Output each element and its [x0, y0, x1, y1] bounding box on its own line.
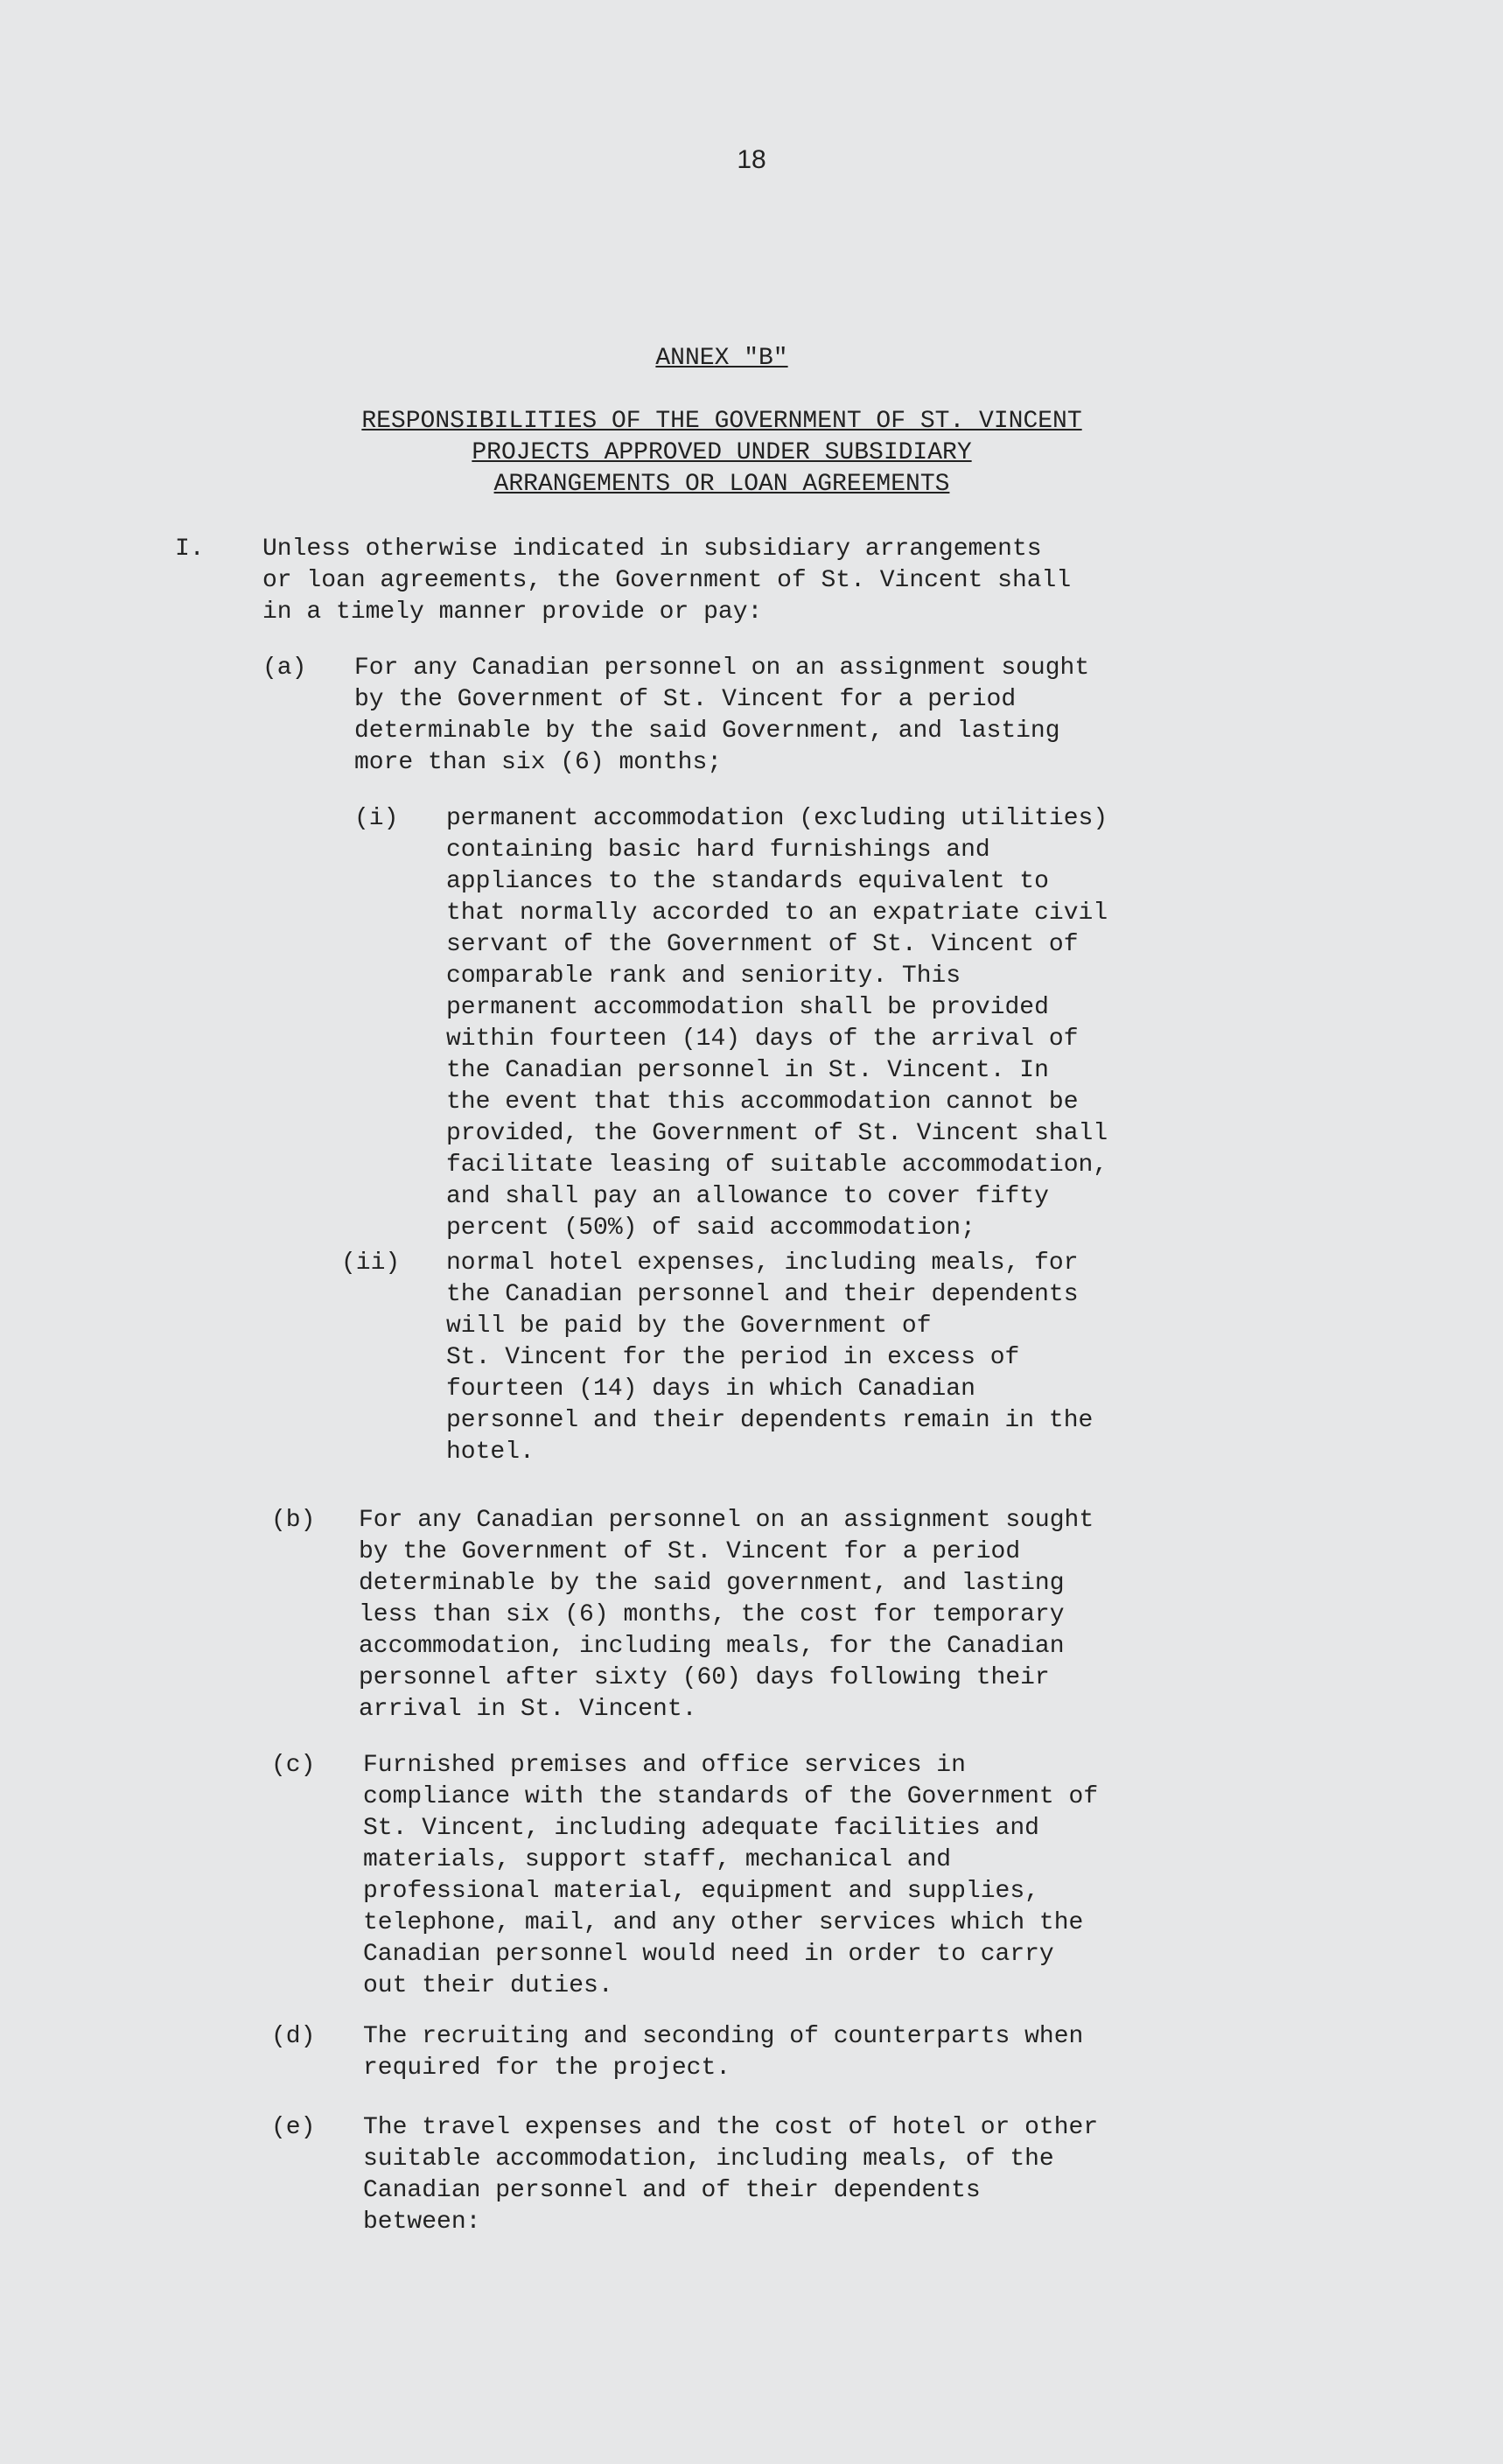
- clause-marker: (b): [271, 1507, 316, 1534]
- subclause-text: normal hotel expenses, including meals, for the Canadian personnel and their dependents will be paid by the Government of St. Vincent for the period in excess of fourteen (14) days in which Canadian personnel and their dependents remain in the hotel.: [446, 1250, 1094, 1466]
- annex-title: ANNEX "B": [655, 345, 788, 372]
- subclause-text: permanent accommodation (excluding utilities) containing basic hard furnishings and appliances to the standards equivalent to that normally accorded to an expatriate civil servant of the Government of St. Vincent of comparable rank and seniority. This permanent accommodation shall be provided within fourteen (14) days of the arrival of the Canadian personnel in St. Vincent. In the event that this accommodation cannot be provided, the Government of St. Vincent shall facilitate leasing of suitable accommodation, and shall pay an allowance to cover fifty percent (50%) of said accommodation;: [446, 805, 1108, 1242]
- subclause-marker: (i): [354, 805, 399, 832]
- clause-marker: (c): [271, 1752, 316, 1779]
- page-number: 18: [737, 145, 766, 174]
- clause-marker: (e): [271, 2114, 316, 2141]
- clause-text: For any Canadian personnel on an assignment sought by the Government of St. Vincent for a period determinable by the said government, and lasting less than six (6) months, the cost for temporary accommodation, including meals, for the Canadian personnel after sixty (60) days following their arrival in St. Vincent.: [359, 1507, 1094, 1723]
- heading-line-1: RESPONSIBILITIES OF THE GOVERNMENT OF ST. VINCENT: [361, 408, 1082, 435]
- clause-marker: (a): [262, 654, 307, 682]
- section-marker: I.: [175, 536, 205, 563]
- heading-line-2: PROJECTS APPROVED UNDER SUBSIDIARY: [472, 439, 972, 466]
- heading-block: [219, 343, 1225, 500]
- clause-marker: (d): [271, 2023, 316, 2050]
- section-text: Unless otherwise indicated in subsidiary arrangements or loan agreements, the Government of St. Vincent shall in a timely manner provide or pay:: [262, 536, 1072, 626]
- clause-text: For any Canadian personnel on an assignment sought by the Government of St. Vincent for a period determinable by the said Government, and lasting more than six (6) months;: [354, 654, 1090, 776]
- clause-text: The travel expenses and the cost of hotel or other suitable accommodation, including meals, of the Canadian personnel and of their dependents between:: [363, 2114, 1099, 2236]
- clause-text: Furnished premises and office services in compliance with the standards of the Government of St. Vincent, including adequate facilities and materials, support staff, mechanical and professional material, equipment and supplies, telephone, mail, and any other services which the Canadian personnel would need in order to carry out their duties.: [363, 1752, 1099, 1999]
- heading-line-3: ARRANGEMENTS OR LOAN AGREEMENTS: [493, 471, 950, 498]
- clause-text: The recruiting and seconding of counterparts when required for the project.: [363, 2023, 1084, 2082]
- subclause-marker: (ii): [341, 1250, 401, 1277]
